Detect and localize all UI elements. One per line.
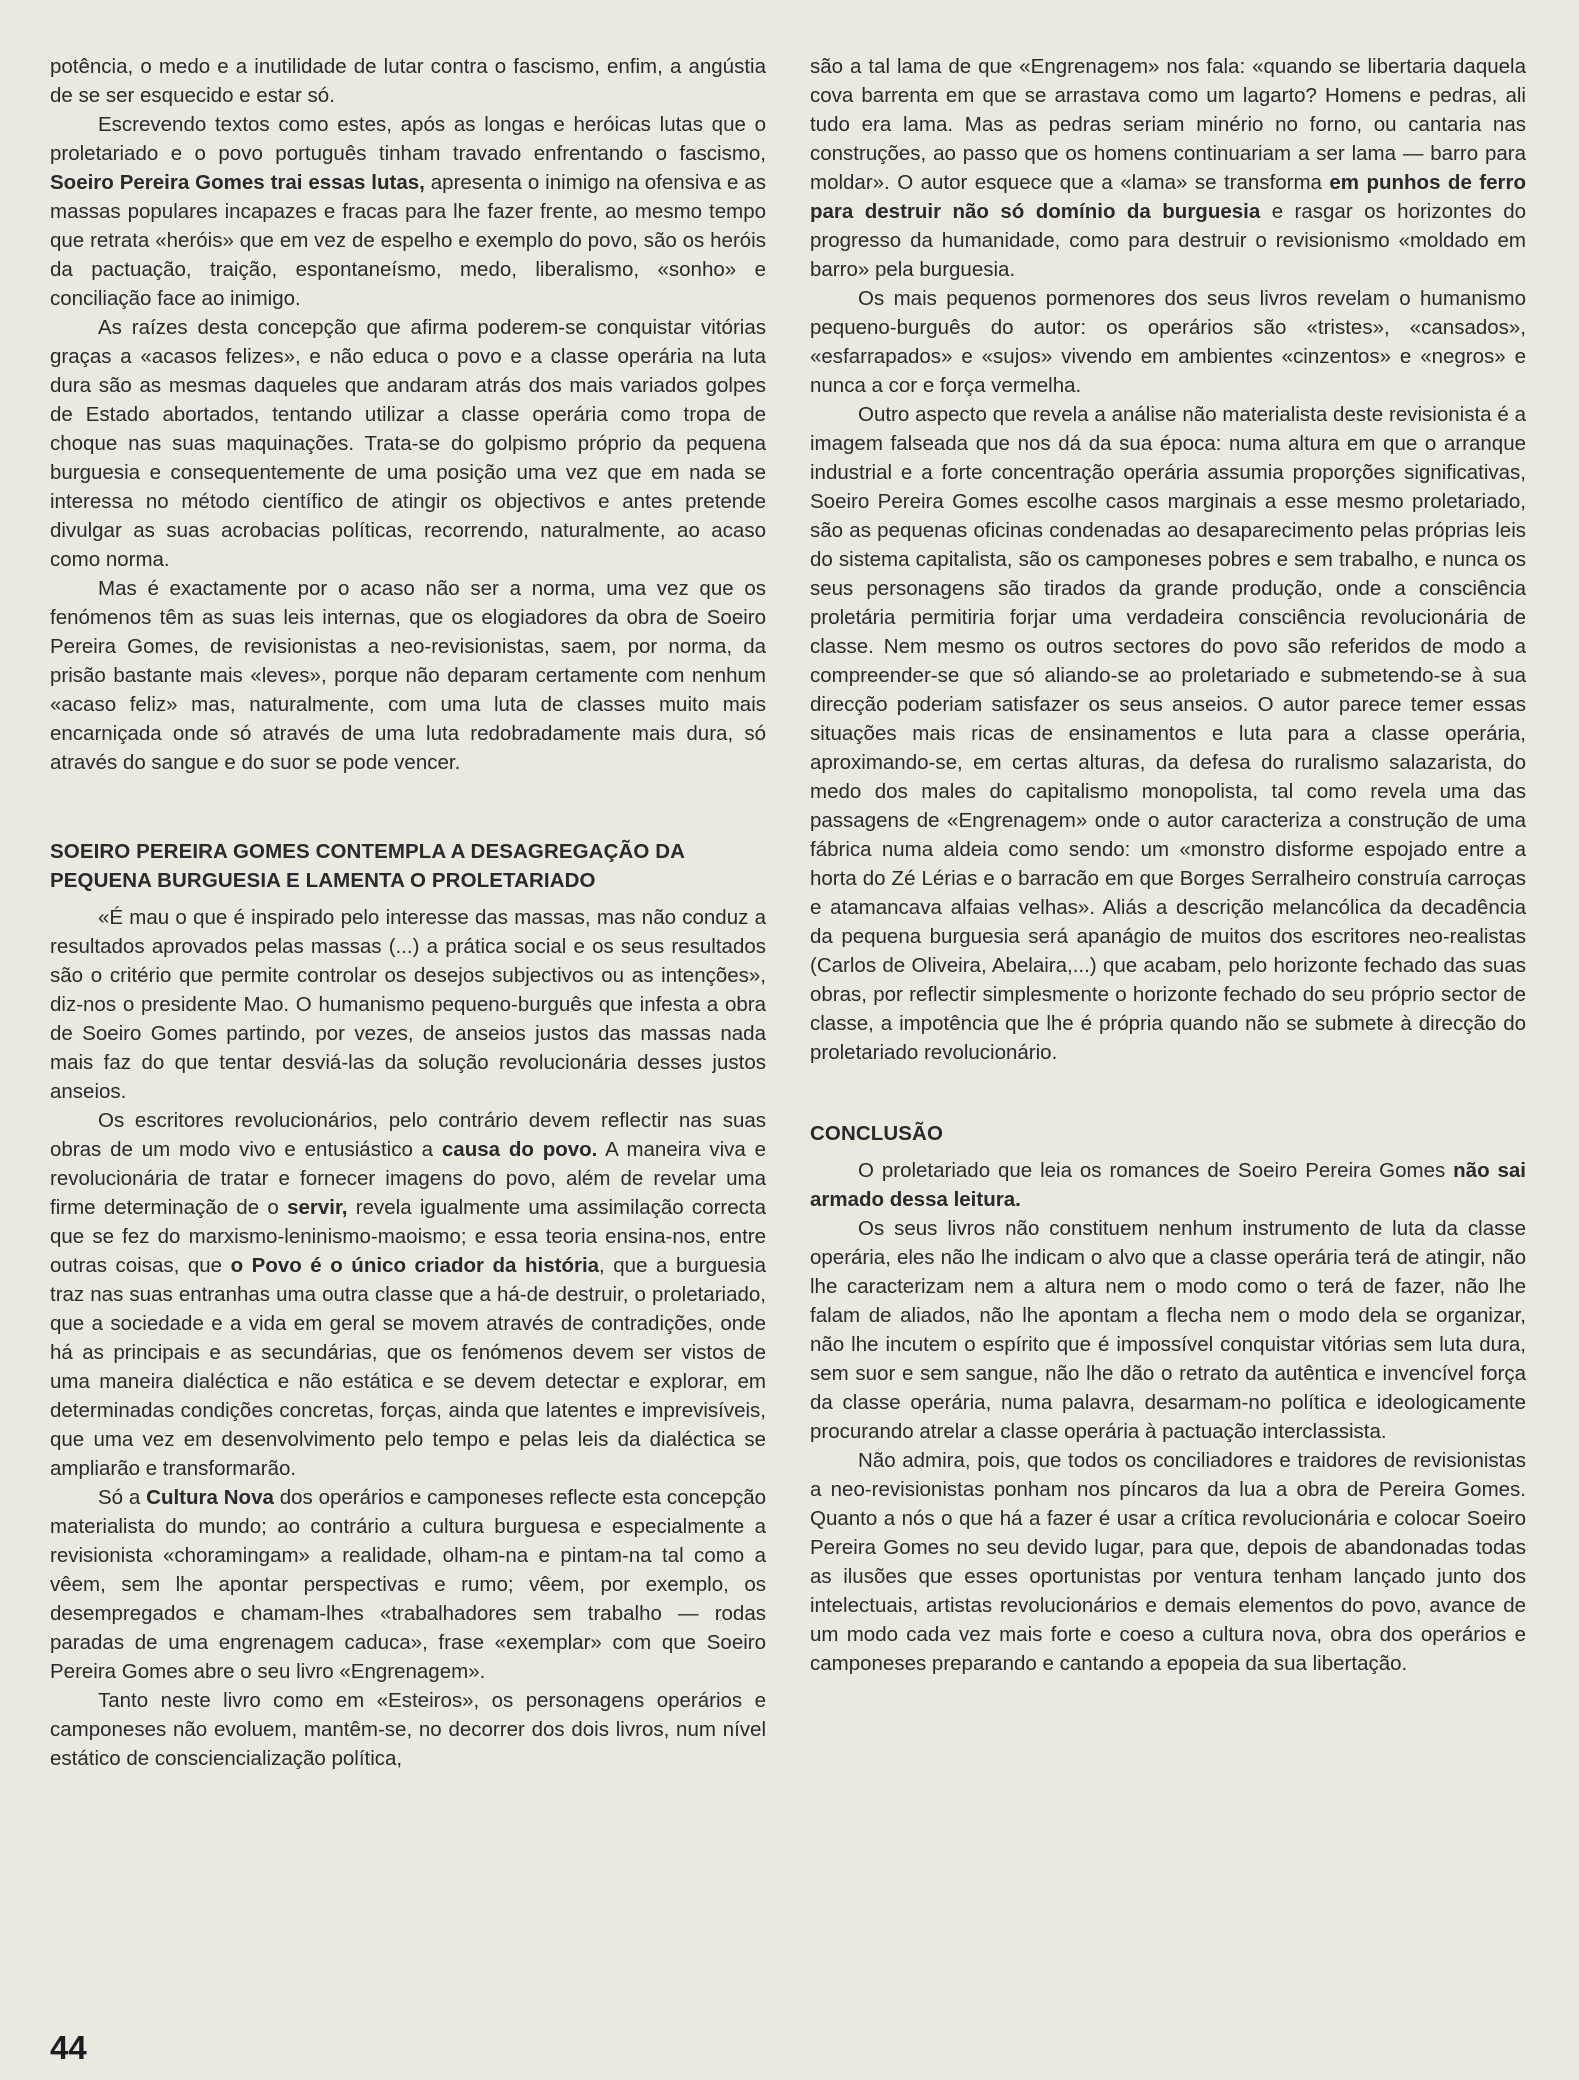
- paragraph: [50, 313, 766, 574]
- text-run: revela igualmente uma assimilação correcta que se fez do marxismo-leninismo-maoismo; e essa teoria ensina-nos, entre outras coisas, que: [50, 1196, 766, 1277]
- text-run: potência, o medo e a inutilidade de lutar contra o fascismo, enfim, a angústia de se ser esquecido e estar só.: [50, 55, 766, 107]
- text-run: Mas é exactamente por o acaso não ser a norma, uma vez que os fenómenos têm as suas leis internas, que os elogiadores da obra de Soeiro Pereira Gomes, de revisionistas a neo-revisionistas, saem, por norma, da prisão bastante mais «leves», porque não deparam certamente com nenhum «acaso feliz» mas, naturalmente, com uma luta de classes muito mais encarniçada onde só através de uma luta redobradamente mais dura, só através do sangue e do suor se pode vencer.: [50, 577, 766, 774]
- section-heading: CONCLUSÃO: [810, 1122, 944, 1145]
- paragraph: [810, 1214, 1526, 1446]
- paragraph: [50, 1686, 766, 1773]
- text-run: Tanto neste livro como em «Esteiros», os personagens operários e camponeses não evoluem, mantêm-se, no decorrer dos dois livros, num nível estático de consciencialização política,: [50, 1689, 766, 1770]
- paragraph: [50, 1483, 766, 1686]
- text-run: Escrevendo textos como estes, após as longas e heróicas lutas que o proletariado e o povo português tinham travado enfrentando o fascismo,: [50, 113, 766, 165]
- paragraph: [810, 1446, 1526, 1678]
- emphasis-text: Soeiro Pereira Gomes trai essas lutas,: [50, 171, 425, 194]
- right-column: [810, 52, 1526, 1678]
- text-run: Outro aspecto que revela a análise não materialista deste revisionista é a imagem falseada que nos dá da sua época: numa altura em que o arranque industrial e a forte concentração operária assumia proporções significativas, Soeiro Pereira Gomes escolhe casos marginais a esse mesmo proletariado, são as pequenas oficinas condenadas ao desaparecimento pelas próprias leis do sistema capitalista, são os camponeses pobres e sem trabalho, e nunca os seus personagens são tirados da grande produção, onde a consciência proletária permitiria forjar uma verdadeira consciência revolucionária de classe. Nem mesmo os outros sectores do povo são referidos de modo a compreender-se que só aliando-se ao proletariado e submetendo-se à sua direcção poderiam satisfazer os seus anseios. O autor parece temer essas situações mais ricas de ensinamentos e luta para a classe operária, aproximando-se, em certas alturas, da defesa do ruralismo salazarista, do medo dos males do capitalismo monopolista, tal como revela uma das passagens de «Engrenagem» onde o autor caracteriza a construção de uma fábrica numa aldeia como sendo: um «monstro disforme espojado entre a horta do Zé Lérias e o barracão em que Borges Serralheiro construía carroças e atamancava alfaias velhas». Aliás a descrição melancólica da decadência da pequena burguesia será apanágio de muitos dos escritores neo-realistas (Carlos de Oliveira, Abelaira,...) que acabam, pelo horizonte fechado das suas obras, por reflectir simplesmente o horizonte fechado do seu próprio sector de classe, a impotência que lhe é própria quando não se submete à direcção do proletariado revolucionário.: [810, 403, 1526, 1064]
- paragraph: [50, 110, 766, 313]
- text-run: dos operários e camponeses reflecte esta concepção materialista do mundo; ao contrário a cultura burguesa e especialmente a revisionista «choramingam» a realidade, olham-na e pintam-na tal como a vêem, sem lhe apontar perspectivas e rumo; vêem, por exemplo, os desempregados e chamam-lhes «trabalhadores sem trabalho — rodas paradas de uma engrenagem caduca», frase «exemplar» com que Soeiro Pereira Gomes abre o seu livro «Engrenagem».: [50, 1486, 766, 1683]
- emphasis-text: o Povo é o único criador da história: [230, 1254, 600, 1277]
- paragraph: [50, 574, 766, 777]
- page-number: 44: [50, 2029, 87, 2066]
- text-run: apresenta o inimigo na ofensiva e as massas populares incapazes e fracas para lhe fazer frente, ao mesmo tempo que retrata «heróis» que em vez de espelho e exemplo do povo, são os heróis da pactuação, traição, espontaneísmo, medo, liberalismo, «sonho» e conciliação face ao inimigo.: [50, 171, 767, 310]
- paragraph: [810, 52, 1526, 284]
- text-run: , que a burguesia traz nas suas entranhas uma outra classe que a há-de destruir, o proletariado, que a sociedade e a vida em geral se movem através de contradições, onde há as principais e as secundárias, que os fenómenos devem ser vistos de uma maneira dialéctica e não estática e se devem detectar e explorar, em determinadas condições concretas, forças, ainda que latentes e imprevisíveis, que uma vez em desenvolvimento pelo tempo e pelas leis da dialéctica se ampliarão e transformarão.: [50, 1254, 766, 1480]
- text-run: Os mais pequenos pormenores dos seus livros revelam o humanismo pequeno-burguês do autor: os operários são «tristes», «cansados», «esfarrapados» e «sujos» vivendo em ambientes «cinzentos» e «negros» e nunca a cor e força vermelha.: [810, 287, 1526, 397]
- text-run: e rasgar os horizontes do progresso da humanidade, como para destruir o revisionismo «moldado em barro» pela burguesia.: [810, 200, 1526, 281]
- emphasis-text: em punhos de ferro para destruir não só domínio da burguesia: [810, 171, 1526, 223]
- emphasis-text: Cultura Nova: [146, 1486, 274, 1509]
- paragraph: [50, 1106, 766, 1483]
- emphasis-text: servir,: [287, 1196, 348, 1219]
- left-column: [50, 52, 766, 1773]
- section-heading: SOEIRO PEREIRA GOMES CONTEMPLA A DESAGREGAÇÃO DA PEQUENA BURGUESIA E LAMENTA O PROLETARIADO: [50, 840, 685, 892]
- paragraph: [810, 1156, 1526, 1214]
- text-run: Os seus livros não constituem nenhum instrumento de luta da classe operária, eles não lhe indicam o alvo que a classe operária terá de atingir, não lhe caracterizam nem a altura nem o modo como o terá de fazer, não lhe falam de aliados, não lhe apontam a flecha nem o modo dela se organizar, não lhe incutem o espírito que é impossível conquistar vitórias sem luta dura, sem suor e sem sangue, não lhe dão o retrato da autêntica e invencível força da classe operária, numa palavra, desarmam-no política e ideologicamente procurando atrelar a classe operária à pactuação interclassista.: [810, 1217, 1526, 1443]
- paragraph: [50, 903, 766, 1106]
- text-run: são a tal lama de que «Engrenagem» nos fala: «quando se libertaria daquela cova barrenta em que se arrastava como um lagarto? Homens e pedras, ali tudo era lama. Mas as pedras seriam minério no forno, ou cantaria nas construções, ao passo que os homens continuariam a ser lama — barro para moldar». O autor esquece que a «lama» se transforma: [810, 55, 1526, 194]
- text-run: Não admira, pois, que todos os conciliadores e traidores de revisionistas a neo-revisionistas ponham nos píncaros da lua a obra de Pereira Gomes. Quanto a nós o que há a fazer é usar a crítica revolucionária e colocar Soeiro Pereira Gomes no seu devido lugar, para que, depois de abandonadas todas as ilusões que esses oportunistas por ventura tenham lançado junto dos intelectuais, artistas revolucionários e demais elementos do povo, avance de um modo cada vez mais forte e coeso a cultura nova, obra dos operários e camponeses preparando e cantando a epopeia da sua libertação.: [810, 1449, 1526, 1675]
- emphasis-text: não sai armado dessa leitura.: [810, 1159, 1526, 1211]
- text-run: A maneira viva e revolucionária de tratar e fornecer imagens do povo, além de revelar uma firme determinação de o: [50, 1138, 766, 1219]
- paragraph: [50, 52, 766, 110]
- text-run: As raízes desta concepção que afirma poderem-se conquistar vitórias graças a «acasos felizes», e não educa o povo e a classe operária na luta dura são as mesmas daqueles que andaram atrás dos mais variados golpes de Estado abortados, tentando utilizar a classe operária como tropa de choque nas suas maquinações. Trata-se do golpismo próprio da pequena burguesia e consequentemente de uma posição uma vez que em nada se interessa no método científico de atingir os objectivos e antes pretende divulgar as suas acrobacias políticas, recorrendo, naturalmente, ao acaso como norma.: [50, 316, 766, 571]
- text-run: Os escritores revolucionários, pelo contrário devem reflectir nas suas obras de um modo vivo e entusiástico a: [50, 1109, 766, 1161]
- emphasis-text: causa do povo.: [441, 1138, 598, 1161]
- text-run: Só a: [98, 1486, 147, 1509]
- text-run: O proletariado que leia os romances de Soeiro Pereira Gomes: [858, 1159, 1454, 1182]
- paragraph: [810, 284, 1526, 400]
- paragraph: [810, 400, 1526, 1067]
- text-run: «É mau o que é inspirado pelo interesse das massas, mas não conduz a resultados aprovados pelas massas (...) a prática social e os seus resultados são o critério que permite controlar os desejos subjectivos ou as intenções», diz-nos o presidente Mao. O humanismo pequeno-burguês que infesta a obra de Soeiro Gomes partindo, por vezes, de anseios justos das massas nada mais faz do que tentar desviá-las da solução revolucionária desses justos anseios.: [50, 906, 766, 1103]
